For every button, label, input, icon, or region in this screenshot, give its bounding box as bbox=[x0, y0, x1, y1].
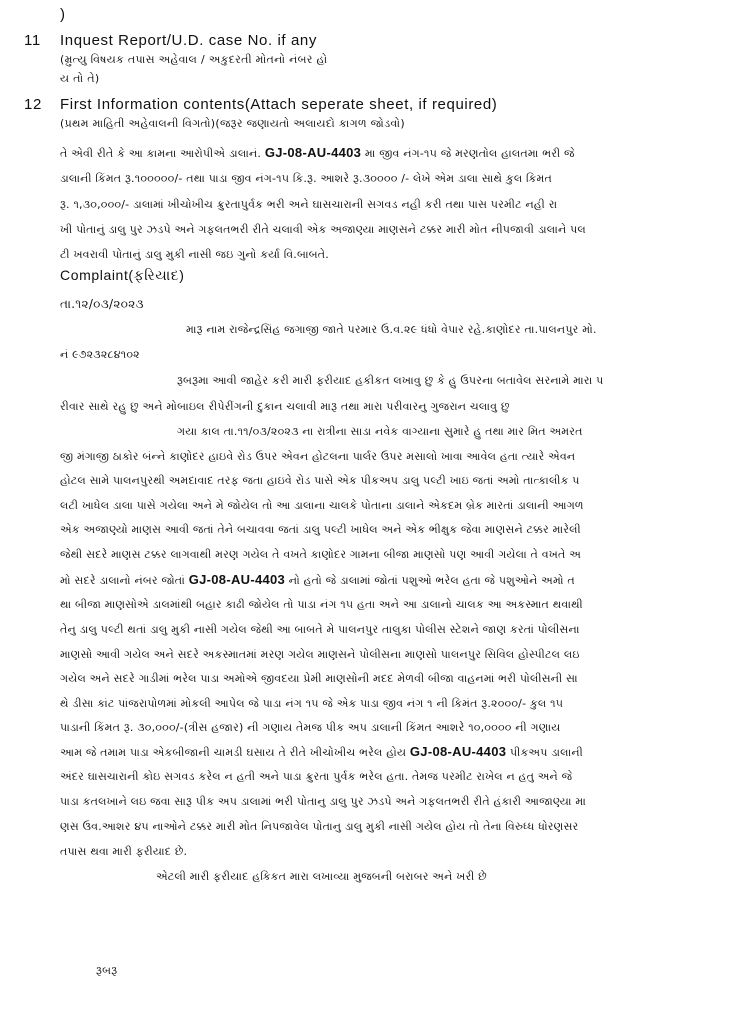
complaint-line: મારૂ નામ રાજેન્દ્રસિંહ જગાજી જાતે પરમાર ઉ.વ.૨૯ ધંધો વેપાર રહે.કાણોદર તા.પાલનપુર મો. bbox=[186, 323, 597, 336]
summary-line: ડાલાની કિંમત રૂ.૧૦૦૦૦૦/- તથા પાડા જીવ નંગ-૧૫ કિ.રૂ. આશરે રૂ.૩૦૦૦૦ /- લેખે એમ ડાલા સાથે કુલ કિમત bbox=[60, 172, 552, 185]
vehicle-number: GJ-08-AU-4403 bbox=[409, 744, 507, 759]
complaint-line: પાડા કતલખાને લઇ જવા સારૂ પીક અપ ડાલામાં ભરી પોતાનુ ડાલુ પુર ઝડપે અને ગફલતભરી રીતે હંકારી આજાણ્યા મા bbox=[60, 795, 587, 808]
complaint-line: ગયેલ અને સદરે ગાડીમાં ભરેલ પાડા અમોએ જીવદયા પ્રેમી માણસોની મદદ મેળવી બીજા વાહનમાં ભરી પોલીસની સા bbox=[60, 672, 578, 685]
complaint-line: તેનુ ડાલુ પલ્ટી થતાં ડાલુ મુકી નાસી ગયેલ જેથી આ બાબતે મે પાલનપુર તાલુકા પોલીસ સ્ટેશને જાણ કરતાં પોલીસના bbox=[60, 623, 580, 636]
summary-line: ટી ખવરાવી પોતાનું ડાલુ મુકી નાસી જઇ ગુનો કર્યા વિ.બાબતે. bbox=[60, 248, 329, 261]
complaint-line: આમ જે તમામ પાડા એકબીજાની ચામડી ઘસાય તે રીતે ખીચોખીચ ભરેલ હોય GJ-08-AU-4403 પીકઅપ ડાલાની bbox=[60, 744, 583, 759]
complaint-line: નં ૯૭૨૩૨૮૪૧૦૨ bbox=[60, 348, 140, 361]
summary-line: રૂ. ૧,૩૦,૦૦૦/- ડાલામાં ખીચોખીચ ક્રુરતાપુર્વક ભરી અને ઘાસચારાની સગવડ નહી કરી તથા પાસ પરમીટ નહી રા bbox=[60, 198, 558, 211]
item-12-title: First Information contents(Attach seperate sheet, if required) bbox=[60, 96, 498, 113]
summary-line: ખી પોતાનું ડાલુ પુર ઝડપે અને ગફલતભરી રીતે ચલાવી એક અજાણ્યા માણસને ટક્કર મારી મોત નીપજાવી ડાલાને પલ bbox=[60, 223, 586, 236]
complaint-line: ગયા કાલ તા.૧૧/૦૩/૨૦૨૩ ના રાત્રીના સાડા નવેક વાગ્યાના સુમારે હુ તથા માર મિત અમરત bbox=[177, 425, 583, 438]
complaint-line: રૂબરૂમા આવી જાહેર કરી મારી ફરીયાદ હકીકત લખાવુ છુ કે હુ ઉપરના બતાવેલ સરનામે મારા પ bbox=[177, 374, 604, 387]
item-11-number: 11 bbox=[24, 32, 41, 49]
complaint-date: તા.૧૨/૦૩/૨૦૨૩ bbox=[60, 297, 144, 311]
complaint-line: મો સદરે ડાલાનો નંબર જોતાં GJ-08-AU-4403 નો હતો જે ડાલામાં જોતાં પશુઓ ભરેલ હતા જે પશુઓને અમો ત bbox=[60, 572, 575, 587]
summary-line: તે એવી રીતે કે આ કામના આરોપીએ ડાલાનં. GJ-08-AU-4403 મા જીવ નંગ-૧૫ જે મરણતોલ હાલતમા ભરી જે bbox=[60, 145, 575, 160]
item-12-number: 12 bbox=[24, 96, 42, 113]
complaint-line: જેથી સદરે માણસ ટક્કર લાગવાથી મરણ ગયેલ તે વખતે કાણોદર ગામના બીજા માણસો પણ આવી ગયેલા તે વખતે અ bbox=[60, 548, 582, 561]
complaint-line: અંદર ઘાસચારાની કોઇ સગવડ કરેલ ન હતી અને પાડા ક્રુરતા પુર્વક ભરેલ હતા. તેમજ પરમીટ રાખેલ ન હતુ અને જે bbox=[60, 770, 573, 783]
complaint-line: એક અજાણ્યો માણસ આવી જતાં તેને બચાવવા જતાં ડાલુ પલ્ટી ખાધેલ અને એક ભીક્ષુક જેવા માણસને ટક્કર મારેલી bbox=[60, 523, 581, 536]
vehicle-number: GJ-08-AU-4403 bbox=[264, 145, 362, 160]
item-12-subtitle: (પ્રથમ માહિતી અહેવાલની વિગતો)(જરૂર જણાયતો અલાયદો કાગળ જોડવો) bbox=[60, 117, 405, 130]
vehicle-number: GJ-08-AU-4403 bbox=[188, 572, 286, 587]
complaint-line: માણસો આવી ગયેલ અને સદરે અકસ્માતમાં મરણ ગયેલ માણસને પોલીસના માણસો પાલનપુર સિવિલ હોસ્પીટલ લઇ bbox=[60, 648, 580, 661]
complaint-line: જી મંગાજી ઠાકોર બંન્ને કાણોદર હાઇવે રોડ ઉપર એવન હોટલના પાર્લર ઉપર મસાલો ખાવા આવેલ હતા ત્યારે એવન bbox=[60, 450, 576, 463]
complaint-line: લટી ખાધેલ ડાલા પાસે ગયેલા અને મે જોયેલ તો આ ડાલાના ચાલકે પોતાના ડાલાને એકદમ બ્રેક મારતાં ડાલાની આગળ bbox=[60, 499, 584, 512]
complaint-line: પાડાની કિંમત રૂ. ૩૦,૦૦૦/-(ત્રીસ હજાર) ની ગણાય તેમજ પીક અપ ડાલાની કિંમત આશરે ૧૦,૦૦૦૦ ની ગણાય bbox=[60, 721, 561, 734]
closing-paren: ) bbox=[60, 6, 66, 23]
complaint-line: તપાસ થવા મારી ફરીયાદ છે. bbox=[60, 845, 188, 858]
complaint-line: રીવાર સાથે રહુ છુ અને મોબાઇલ રીપેરીંગની દુકાન ચલાવી મારૂ તથા મારા પરીવારનુ ગુજરાન ચલાવુ છુ bbox=[60, 400, 510, 413]
complaint-heading: Complaint(ફરિયાદ) bbox=[60, 267, 185, 283]
complaint-line: થે ડીસા કાંટ પાંજરાપોળમાં મોકલી આપેલ જે પાડા નંગ ૧૫ જે એક પાડા જીવ નંગ ૧ ની કિમંત રૂ.૨૦૦૦/- કુલ ૧૫ bbox=[60, 697, 564, 710]
footer-signature-note: રૂબરૂ bbox=[96, 964, 118, 977]
complaint-line: હોટલ સામે પાલનપુરથી અમદાવાદ તરફ જતા હાઇવે રોડ પાસે એક પીકઅપ ડાલુ પલ્ટી ખાઇ જતાં અમો તાત્કાલીક પ bbox=[60, 474, 580, 487]
complaint-line: ણસ ઉવ.આશર ૪૫ નાઓને ટક્કર મારી મોત નિપજાવેલ પોતાનુ ડાલુ મુકી નાસી ગયેલ હોય તો તેના વિરુધ્ધ ધોરણસર bbox=[60, 820, 579, 833]
item-11-subtitle-line1: (મ્રુત્યુ વિષયક તપાસ અહેવાલ / અકુદરતી મોતનો નંબર હો bbox=[60, 53, 328, 66]
item-11-subtitle-line2: ય તો તે) bbox=[60, 72, 100, 85]
complaint-line: એટલી મારી ફરીયાદ હકિકત મારા લખાવ્યા મુજબની બરાબર અને ખરી છે bbox=[156, 870, 487, 883]
complaint-line: થા બીજા માણસોએ ડાલમાંથી બહાર કાઢી જોયેલ તો પાડા નંગ ૧૫ હતા અને આ ડાલાનો ચાલક આ અકસ્માત થવાથી bbox=[60, 598, 583, 611]
item-11-title: Inquest Report/U.D. case No. if any bbox=[60, 32, 317, 49]
